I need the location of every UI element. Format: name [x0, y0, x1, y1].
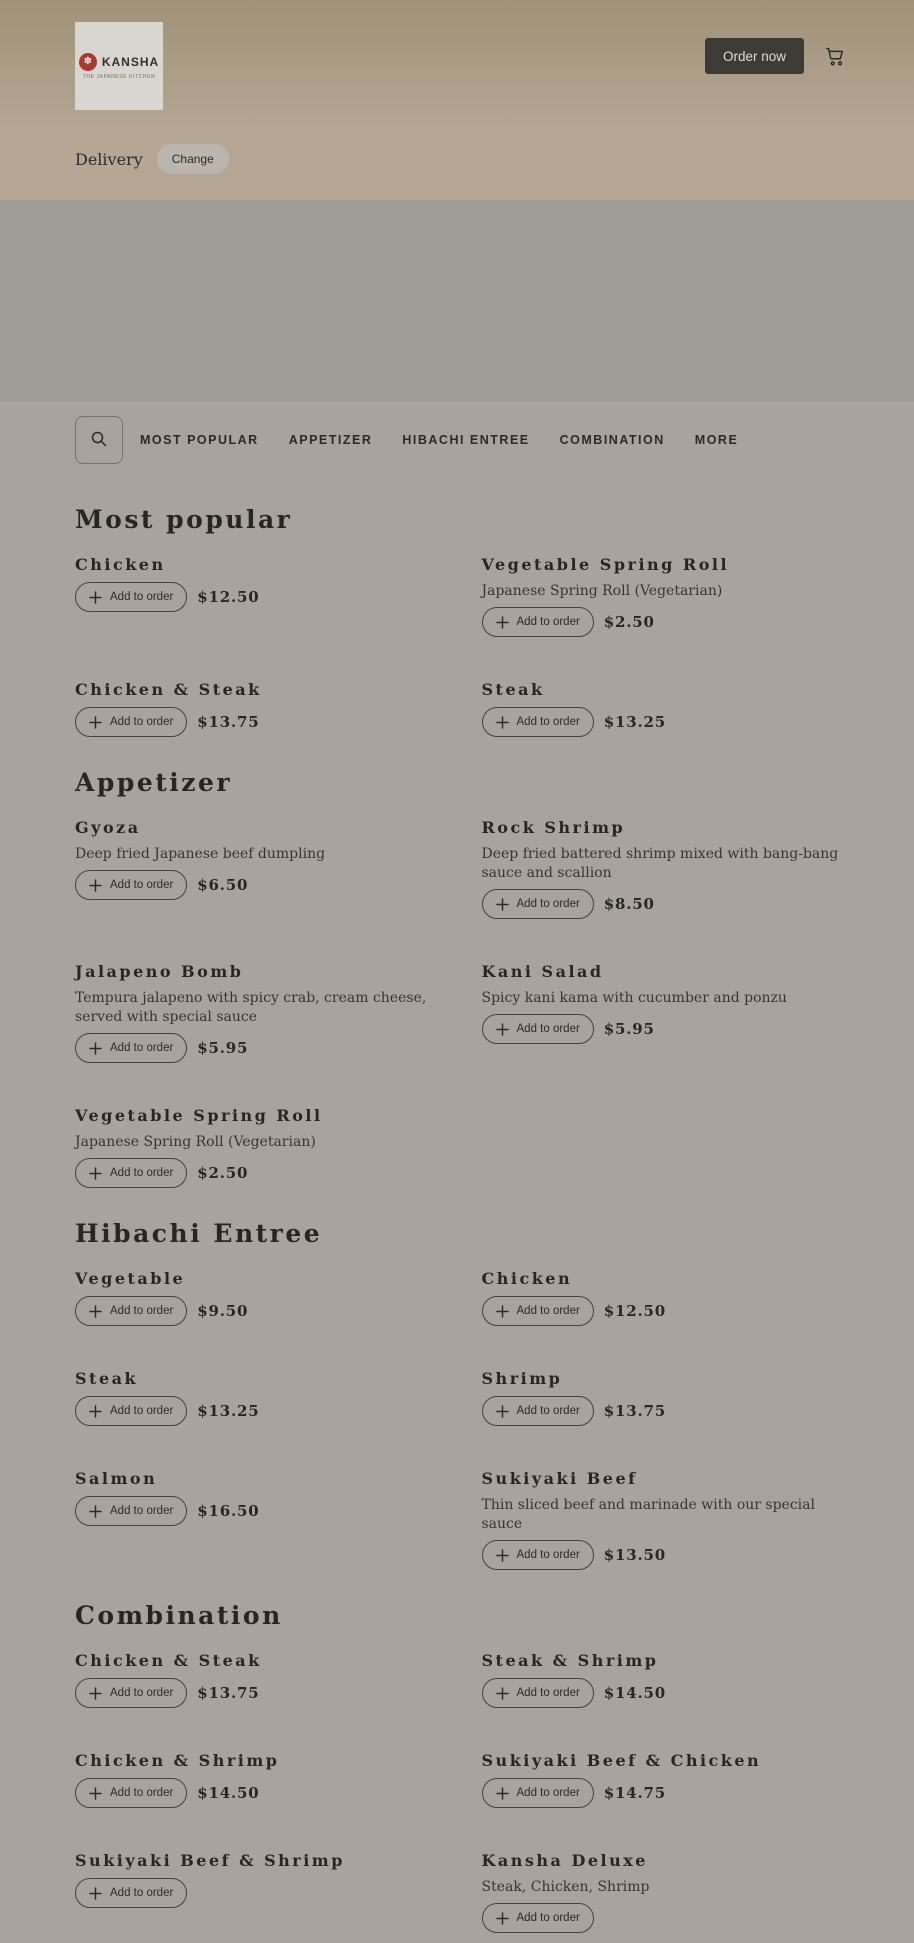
- items-grid: [75, 554, 846, 737]
- item-price: $14.50: [603, 1684, 667, 1702]
- tab-combination[interactable]: COMBINATION: [559, 433, 665, 447]
- item-actions: [482, 1678, 847, 1708]
- add-to-order-button[interactable]: [75, 870, 187, 900]
- item-name: Vegetable Spring Roll: [75, 1106, 323, 1125]
- section-title: Most popular: [75, 505, 293, 534]
- plus-icon: [89, 1505, 102, 1518]
- header-actions: [705, 22, 846, 74]
- section-title: Combination: [75, 1601, 283, 1630]
- cart-button[interactable]: [824, 45, 846, 67]
- menu-item: [482, 554, 847, 637]
- menu-section: [75, 1600, 846, 1933]
- add-to-order-label: Add to order: [110, 1687, 174, 1699]
- add-to-order-button[interactable]: [482, 1540, 594, 1570]
- item-name: Chicken & Steak: [75, 680, 262, 699]
- item-actions: [482, 889, 847, 919]
- item-price: $5.95: [603, 1020, 655, 1038]
- item-actions: [75, 1678, 440, 1708]
- hero-image: [0, 200, 914, 402]
- add-to-order-button[interactable]: [482, 1396, 594, 1426]
- plus-icon: [89, 1787, 102, 1800]
- brand-tagline: THE JAPANESE KITCHEN: [82, 73, 156, 80]
- tab-hibachi-entree[interactable]: HIBACHI ENTREE: [402, 433, 530, 447]
- item-name: Chicken: [75, 555, 166, 574]
- plus-icon: [89, 1687, 102, 1700]
- add-to-order-label: Add to order: [110, 1787, 174, 1799]
- change-button[interactable]: Change: [157, 144, 229, 174]
- add-to-order-label: Add to order: [110, 1505, 174, 1517]
- order-now-button[interactable]: Order now: [705, 38, 804, 74]
- item-name: Rock Shrimp: [481, 818, 626, 837]
- item-actions: [75, 1158, 440, 1188]
- nav-tabs: [140, 433, 738, 447]
- add-to-order-label: Add to order: [516, 1687, 580, 1699]
- add-to-order-label: Add to order: [110, 591, 174, 603]
- item-name: Chicken & Steak: [75, 1651, 262, 1670]
- add-to-order-button[interactable]: [75, 1158, 187, 1188]
- plus-icon: [89, 1305, 102, 1318]
- plus-icon: [496, 616, 509, 629]
- logo-row: [79, 53, 159, 71]
- plus-icon: [496, 898, 509, 911]
- add-to-order-button[interactable]: [482, 1778, 594, 1808]
- menu-item: [75, 1268, 440, 1326]
- add-to-order-label: Add to order: [110, 1042, 174, 1054]
- item-actions: [75, 1396, 440, 1426]
- item-actions: [75, 1033, 440, 1063]
- items-grid: [75, 1268, 846, 1570]
- menu-item: [482, 1650, 847, 1708]
- item-price: $12.50: [603, 1302, 667, 1320]
- section-title: Appetizer: [75, 768, 233, 797]
- add-to-order-button[interactable]: [75, 582, 187, 612]
- plus-icon: [496, 1549, 509, 1562]
- plus-icon: [496, 1687, 509, 1700]
- plus-icon: [89, 591, 102, 604]
- menu-item: [75, 961, 440, 1063]
- item-actions: [75, 1778, 440, 1808]
- add-to-order-button[interactable]: [75, 1296, 187, 1326]
- item-price: $13.75: [197, 713, 260, 731]
- add-to-order-button[interactable]: [482, 1014, 594, 1044]
- add-to-order-label: Add to order: [516, 1023, 580, 1035]
- item-name: Steak: [75, 1369, 139, 1388]
- item-price: $14.75: [603, 1784, 667, 1802]
- menu-item: [482, 961, 847, 1063]
- item-name: Salmon: [75, 1469, 158, 1488]
- item-name: Jalapeno Bomb: [75, 962, 244, 981]
- item-actions: [75, 1496, 440, 1526]
- menu-item: [482, 1368, 847, 1426]
- add-to-order-button[interactable]: [75, 1496, 187, 1526]
- item-description: Japanese Spring Roll (Vegetarian): [75, 1134, 316, 1150]
- item-description: Spicy kani kama with cucumber and ponzu: [481, 990, 787, 1006]
- menu-item: [482, 1850, 847, 1933]
- plus-icon: [496, 716, 509, 729]
- plus-icon: [496, 1405, 509, 1418]
- menu-item: [75, 1750, 440, 1808]
- search-button[interactable]: [75, 416, 123, 464]
- item-name: Vegetable Spring Roll: [481, 555, 730, 574]
- plus-icon: [496, 1023, 509, 1036]
- items-grid: [75, 1650, 846, 1933]
- delivery-row: [75, 144, 846, 174]
- item-actions: [75, 707, 440, 737]
- item-price: $6.50: [197, 876, 249, 894]
- add-to-order-button[interactable]: [482, 1296, 594, 1326]
- item-actions: [482, 1296, 847, 1326]
- item-price: $2.50: [603, 613, 655, 631]
- add-to-order-button[interactable]: [75, 1033, 187, 1063]
- menu-item: [75, 1468, 440, 1570]
- brand-name: KANSHA: [101, 54, 160, 69]
- item-name: Steak & Shrimp: [481, 1651, 659, 1670]
- item-price: $13.25: [197, 1402, 260, 1420]
- logo-icon: ✽: [79, 53, 97, 71]
- item-price: $13.25: [603, 713, 667, 731]
- item-name: Steak: [481, 680, 545, 699]
- header-top-row: [75, 0, 846, 110]
- menu-section: [75, 504, 846, 737]
- add-to-order-button[interactable]: [75, 1778, 187, 1808]
- section-title: Hibachi Entree: [75, 1219, 323, 1248]
- search-icon: [89, 429, 109, 452]
- item-name: Kansha Deluxe: [481, 1851, 648, 1870]
- item-price: $13.50: [603, 1546, 667, 1564]
- add-to-order-label: Add to order: [516, 1787, 580, 1799]
- add-to-order-label: Add to order: [516, 898, 580, 910]
- item-actions: [75, 1296, 440, 1326]
- add-to-order-button[interactable]: [482, 1678, 594, 1708]
- plus-icon: [89, 1887, 102, 1900]
- add-to-order-label: Add to order: [110, 1167, 174, 1179]
- header: [0, 0, 914, 200]
- item-description: Deep fried Japanese beef dumpling: [75, 846, 326, 862]
- plus-icon: [89, 716, 102, 729]
- item-name: Chicken & Shrimp: [75, 1751, 280, 1770]
- add-to-order-button[interactable]: [482, 1903, 594, 1933]
- item-name: Sukiyaki Beef: [481, 1469, 638, 1488]
- menu-item: [482, 1268, 847, 1326]
- plus-icon: [496, 1912, 509, 1925]
- logo[interactable]: [75, 22, 163, 110]
- add-to-order-button[interactable]: [482, 707, 594, 737]
- menu-section: [75, 767, 846, 1188]
- plus-icon: [89, 1167, 102, 1180]
- add-to-order-label: Add to order: [110, 1887, 174, 1899]
- item-description: Japanese Spring Roll (Vegetarian): [481, 583, 723, 599]
- item-actions: [75, 870, 440, 900]
- item-description: Thin sliced beef and marinade with our special sauce: [481, 1497, 815, 1532]
- cart-icon: [824, 55, 846, 70]
- item-price: $13.75: [603, 1402, 667, 1420]
- add-to-order-button[interactable]: [75, 1396, 187, 1426]
- item-name: Sukiyaki Beef & Chicken: [481, 1751, 762, 1770]
- menu-item: [75, 1850, 440, 1933]
- item-price: $5.95: [197, 1039, 249, 1057]
- add-to-order-label: Add to order: [516, 1405, 580, 1417]
- item-name: Sukiyaki Beef & Shrimp: [75, 1851, 345, 1870]
- add-to-order-label: Add to order: [110, 1405, 174, 1417]
- menu-item: [75, 1105, 440, 1188]
- add-to-order-button[interactable]: [75, 707, 187, 737]
- item-actions: [482, 1903, 847, 1933]
- item-description: Tempura jalapeno with spicy crab, cream cheese, served with special sauce: [75, 990, 427, 1025]
- plus-icon: [89, 1405, 102, 1418]
- add-to-order-button[interactable]: [482, 889, 594, 919]
- menu-item: [75, 554, 440, 637]
- item-actions: [75, 582, 440, 612]
- add-to-order-button[interactable]: [75, 1678, 187, 1708]
- item-name: Shrimp: [481, 1369, 563, 1388]
- menu-item: [482, 817, 847, 919]
- add-to-order-label: Add to order: [516, 1549, 580, 1561]
- item-price: $12.50: [197, 588, 260, 606]
- add-to-order-button[interactable]: [75, 1878, 187, 1908]
- plus-icon: [496, 1787, 509, 1800]
- add-to-order-label: Add to order: [516, 716, 580, 728]
- plus-icon: [496, 1305, 509, 1318]
- add-to-order-label: Add to order: [110, 1305, 174, 1317]
- menu-item: [75, 817, 440, 919]
- menu-item: [75, 1650, 440, 1708]
- item-name: Vegetable: [75, 1269, 186, 1288]
- add-to-order-button[interactable]: [482, 607, 594, 637]
- item-price: $8.50: [603, 895, 655, 913]
- add-to-order-label: Add to order: [516, 616, 580, 628]
- item-price: $2.50: [197, 1164, 249, 1182]
- item-price: $14.50: [197, 1784, 260, 1802]
- item-actions: [482, 1540, 847, 1570]
- menu-item: [75, 679, 440, 737]
- item-actions: [482, 1778, 847, 1808]
- add-to-order-label: Add to order: [516, 1305, 580, 1317]
- item-name: Gyoza: [75, 818, 141, 837]
- item-actions: [482, 1014, 847, 1044]
- menu-section: [75, 1218, 846, 1570]
- plus-icon: [89, 879, 102, 892]
- menu-item: [75, 1368, 440, 1426]
- menu-nav: [0, 402, 914, 474]
- tab-more[interactable]: MORE: [694, 433, 739, 447]
- item-actions: [482, 707, 847, 737]
- items-grid: [75, 817, 846, 1188]
- tab-appetizer[interactable]: APPETIZER: [288, 433, 373, 447]
- item-price: $16.50: [197, 1502, 260, 1520]
- item-description: Steak, Chicken, Shrimp: [481, 1879, 650, 1895]
- item-actions: [75, 1878, 440, 1908]
- item-actions: [482, 1396, 847, 1426]
- plus-icon: [89, 1042, 102, 1055]
- item-price: $9.50: [197, 1302, 249, 1320]
- menu-item: [482, 679, 847, 737]
- item-price: $13.75: [197, 1684, 260, 1702]
- add-to-order-label: Add to order: [110, 879, 174, 891]
- menu: [0, 504, 914, 1933]
- item-actions: [482, 607, 847, 637]
- menu-item: [482, 1750, 847, 1808]
- tab-most-popular[interactable]: MOST POPULAR: [140, 433, 259, 447]
- item-name: Kani Salad: [481, 962, 604, 981]
- item-description: Deep fried battered shrimp mixed with bang-bang sauce and scallion: [481, 846, 839, 881]
- item-name: Chicken: [481, 1269, 573, 1288]
- add-to-order-label: Add to order: [110, 716, 174, 728]
- menu-item: [482, 1468, 847, 1570]
- delivery-label: Delivery: [75, 149, 143, 169]
- add-to-order-label: Add to order: [516, 1912, 580, 1924]
